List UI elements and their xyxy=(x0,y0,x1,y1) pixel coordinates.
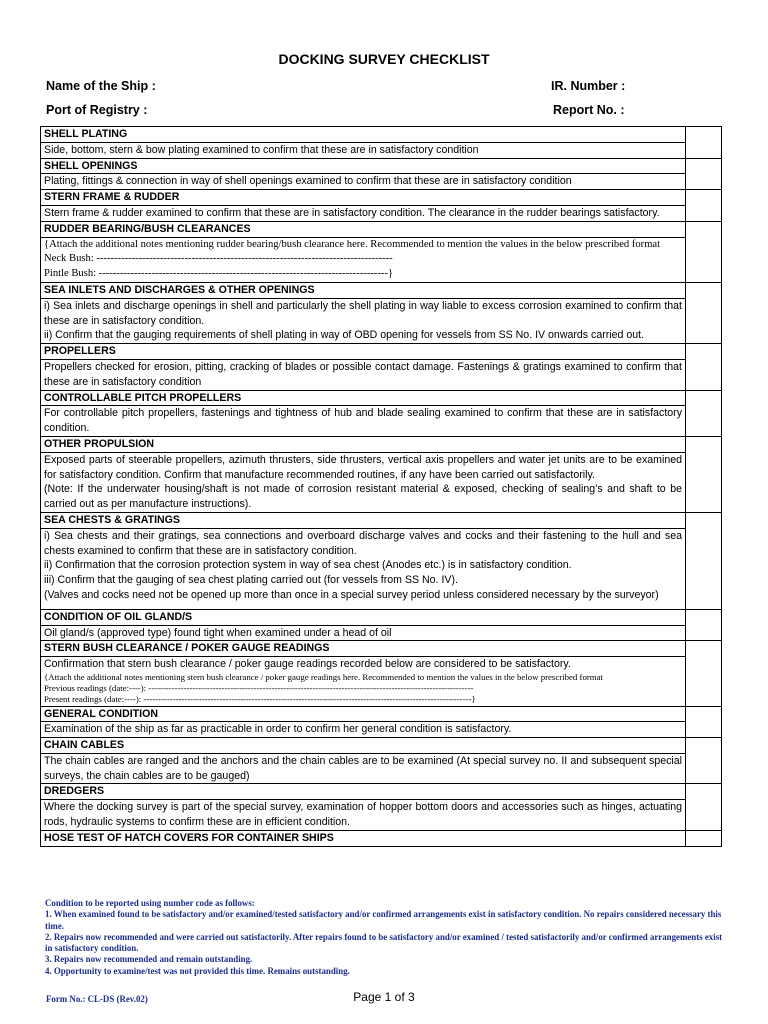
text-line: ii) Confirmation that the corrosion protection system in way of sea chest (Anodes etc.) is in satisfactory condition. xyxy=(44,559,572,572)
section-text: Stern frame & rudder examined to confirm that these are in satisfactory condition. The clearance in the rudder bearings satisfactory. xyxy=(41,205,686,221)
section-text: Oil gland/s (approved type) found tight when examined under a head of oil xyxy=(41,625,686,641)
ship-name-label: Name of the Ship : xyxy=(46,79,156,93)
section-heading-row xyxy=(41,436,722,452)
condition-code-box[interactable] xyxy=(686,641,722,706)
section-heading: STERN FRAME & RUDDER xyxy=(41,190,686,206)
section-text: Plating, fittings & connection in way of shell openings examined to confirm that these are in satisfactory condition xyxy=(41,174,686,190)
section-heading-row xyxy=(41,512,722,528)
legend-item: 3. Repairs now recommended and remain outstanding. xyxy=(45,954,253,965)
condition-code-box[interactable] xyxy=(686,390,722,436)
section-heading: CONDITION OF OIL GLAND/S xyxy=(41,609,686,625)
document-title: DOCKING SURVEY CHECKLIST xyxy=(278,51,490,67)
neck-bush-line: Neck Bush: ------------------------------------------------------------------------------------ xyxy=(44,253,393,265)
previous-readings-line: Previous readings (date:----): --------------------------------------------------------------------------------------------------------------- xyxy=(44,683,474,694)
checklist-table xyxy=(40,126,722,847)
section-heading: DREDGERS xyxy=(41,784,686,800)
condition-code-box[interactable] xyxy=(686,784,722,830)
legend-item: 2. Repairs now recommended and were carried out satisfactorily. After repairs found to be satisfactory and/or examined / tested satisfactorily and/or confirmed arrangements exist in satisfactory condition. xyxy=(45,931,723,954)
section-text xyxy=(41,452,686,512)
section-heading: GENERAL CONDITION xyxy=(41,706,686,722)
legend-heading: Condition to be reported using number code as follows: xyxy=(45,898,255,908)
condition-code-box[interactable] xyxy=(686,158,722,190)
section-heading: HOSE TEST OF HATCH COVERS FOR CONTAINER SHIPS xyxy=(41,830,686,846)
condition-code-box[interactable] xyxy=(686,609,722,641)
text-line: (Note: If the underwater housing/shaft is not made of corrosion resistant material & exposed, checking of sealing’s and shaft to be carried out as per manufacture instructions). xyxy=(44,483,682,511)
legend-item: 1. When examined found to be satisfactory and/or examined/tested satisfactory and/or confirmed arrangements exist in satisfactory condition. No repairs considered necessary this time. xyxy=(45,909,722,931)
condition-code-box[interactable] xyxy=(686,190,722,222)
text-line: iii) Confirm that the gauging of sea chest plating carried out (for vessels from SS No. IV). xyxy=(44,574,458,587)
note-line: {Attach the additional notes mentioning stern bush clearance / poker gauge readings here. Recommended to mention the values in the below prescribed format xyxy=(44,671,603,682)
section-heading-row xyxy=(41,127,722,143)
section-heading-row xyxy=(41,190,722,206)
section-text: For controllable pitch propellers, fastenings and tightness of hub and blade sealing examined to confirm that these are in satisfactory condition. xyxy=(41,406,686,437)
condition-code-box[interactable] xyxy=(686,830,722,846)
section-heading-row xyxy=(41,221,722,237)
text-line: ii) Confirm that the gauging requirements of shell plating in way of OBD opening for vessels from SS No. IV onwards carried out. xyxy=(44,329,645,342)
section-heading: PROPELLERS xyxy=(41,344,686,360)
condition-code-box[interactable] xyxy=(686,706,722,738)
section-text xyxy=(41,298,686,343)
ir-number-label: IR. Number : xyxy=(551,79,626,93)
condition-code-box[interactable] xyxy=(686,282,722,343)
condition-code-box[interactable] xyxy=(686,512,722,609)
section-text: Where the docking survey is part of the special survey, examination of hopper bottom doors and accessories such as hinges, actuating rods, hydraulic systems to confirm these are in efficient condition. xyxy=(41,800,686,831)
text-line: Exposed parts of steerable propellers, azimuth thrusters, side thrusters, vertical axis propellers and water jet units are to be examined for satisfactory condition. Confirm that manufacture recommended routines, if any have been carried out satisfactorily. xyxy=(44,453,682,481)
section-heading-row xyxy=(41,282,722,298)
section-heading: RUDDER BEARING/BUSH CLEARANCES xyxy=(41,221,686,237)
section-heading-row xyxy=(41,390,722,406)
section-text xyxy=(41,237,686,282)
section-heading-row xyxy=(41,158,722,174)
legend-item: 4. Opportunity to examine/test was not provided this time. Remains outstanding. xyxy=(45,965,350,976)
section-heading-row xyxy=(41,830,722,846)
section-heading: STERN BUSH CLEARANCE / POKER GAUGE READINGS xyxy=(41,641,686,657)
text-line: Confirmation that stern bush clearance / poker gauge readings recorded below are considered to be satisfactory. xyxy=(44,658,571,671)
section-heading-row xyxy=(41,641,722,657)
condition-code-box[interactable] xyxy=(686,738,722,784)
condition-code-box[interactable] xyxy=(686,344,722,390)
section-text: Side, bottom, stern & bow plating examined to confirm that these are in satisfactory condition xyxy=(41,142,686,158)
section-heading: CHAIN CABLES xyxy=(41,738,686,754)
section-text: The chain cables are ranged and the anchors and the chain cables are to be examined (At special survey no. II and subsequent special surveys, the chain cables are to be gauged) xyxy=(41,753,686,784)
section-text xyxy=(41,528,686,609)
condition-code-legend xyxy=(45,898,725,977)
section-heading-row xyxy=(41,738,722,754)
section-text xyxy=(41,657,686,706)
text-line: i) Sea chests and their gratings, sea connections and overboard discharge valves and cocks and their fastening to the hull and sea chests examined to confirm that these are in satisfactory condition. xyxy=(44,529,682,557)
note-line: {Attach the additional notes mentioning rudder bearing/bush clearance here. Recommended to mention the values in the below prescribed format xyxy=(44,238,661,250)
section-text: Propellers checked for erosion, pitting, cracking of blades or possible contact damage. Fastenings & gratings examined to confirm that these are in satisfactory condition xyxy=(41,359,686,390)
text-line: (Valves and cocks need not be opened up more than once in a special survey period unless considered necessary by the surveyor) xyxy=(44,588,659,601)
condition-code-box[interactable] xyxy=(686,221,722,282)
section-heading: CONTROLLABLE PITCH PROPELLERS xyxy=(41,390,686,406)
section-heading-row xyxy=(41,609,722,625)
condition-code-box[interactable] xyxy=(686,436,722,512)
section-heading: SHELL PLATING xyxy=(41,127,686,143)
section-heading: SEA CHESTS & GRATINGS xyxy=(41,512,686,528)
page-number: Page 1 of 3 xyxy=(353,990,415,1004)
section-heading-row xyxy=(41,784,722,800)
section-heading-row xyxy=(41,706,722,722)
present-readings-line: Present readings (date:----): ----------------------------------------------------------------------------------------------------------------} xyxy=(44,694,476,705)
section-heading: OTHER PROPULSION xyxy=(41,436,686,452)
section-heading-row xyxy=(41,344,722,360)
condition-code-box[interactable] xyxy=(686,127,722,159)
form-number: Form No.: CL-DS (Rev.02) xyxy=(46,994,148,1004)
report-number-label: Report No. : xyxy=(553,103,625,117)
section-heading: SHELL OPENINGS xyxy=(41,158,686,174)
pintle-bush-line: Pintle Bush: ----------------------------------------------------------------------------------} xyxy=(44,268,394,280)
port-of-registry-label: Port of Registry : xyxy=(46,103,148,117)
text-line: i) Sea inlets and discharge openings in shell and particularly the shell plating in way liable to excess corrosion examined to confirm that these are in satisfactory condition. xyxy=(44,299,682,327)
section-heading: SEA INLETS AND DISCHARGES & OTHER OPENINGS xyxy=(41,282,686,298)
section-text: Examination of the ship as far as practicable in order to confirm her general condition is satisfactory. xyxy=(41,722,686,738)
